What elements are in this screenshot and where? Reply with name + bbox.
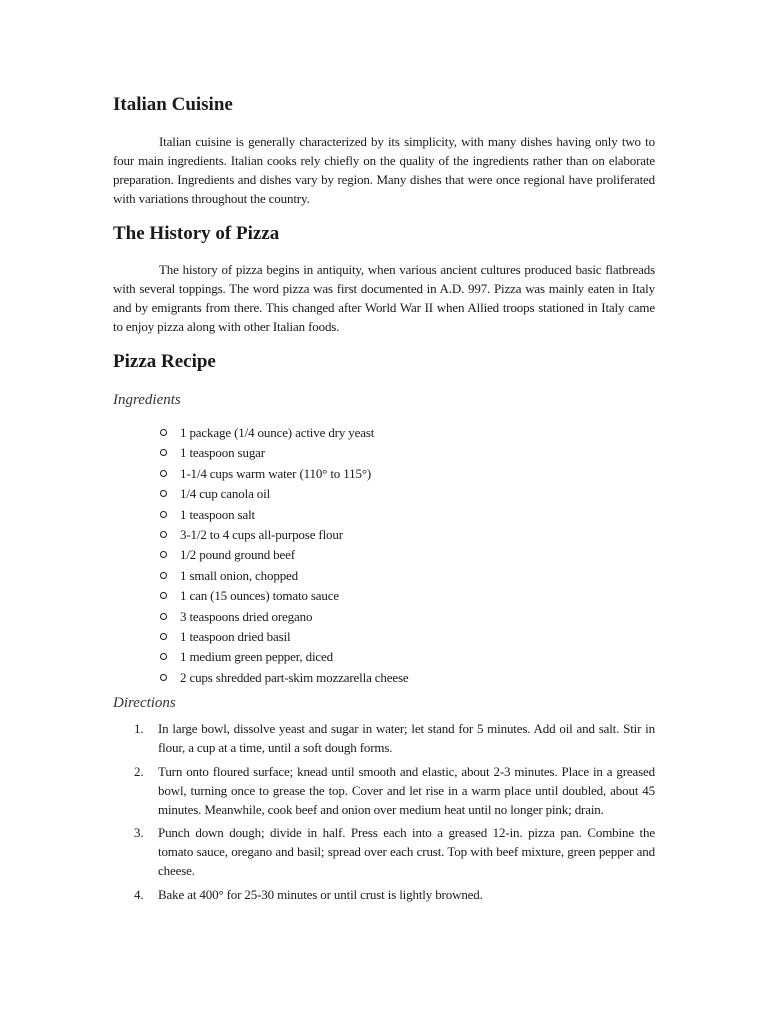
circle-bullet-icon [160, 653, 167, 660]
circle-bullet-icon [160, 551, 167, 558]
list-item: 1/4 cup canola oil [113, 484, 655, 504]
list-item: 4. Bake at 400° for 25-30 minutes or until crust is lightly browned. [134, 886, 483, 902]
list-item: 1 teaspoon sugar [113, 443, 655, 463]
list-item: 1 small onion, chopped [113, 566, 655, 586]
circle-bullet-icon [160, 429, 167, 436]
circle-bullet-icon [160, 511, 167, 518]
list-item: 1/2 pound ground beef [113, 545, 655, 565]
list-item: 1 medium green pepper, diced [113, 647, 655, 667]
list-item: 3. Punch down dough; divide in half. Press each into a greased 12-in. pizza pan. Combine the tomato sauce, oregano and basil; spread over each crust. Top with beef mixture, green pepper and cheese. [134, 825, 655, 878]
circle-bullet-icon [160, 449, 167, 456]
heading-italian-cuisine: Italian Cuisine [113, 94, 233, 115]
list-item: 1 teaspoon dried basil [113, 627, 655, 647]
list-item: 1 can (15 ounces) tomato sauce [113, 586, 655, 606]
heading-pizza-recipe: Pizza Recipe [113, 351, 216, 372]
list-item: 1-1/4 cups warm water (110° to 115°) [113, 464, 655, 484]
circle-bullet-icon [160, 531, 167, 538]
list-item: 1. In large bowl, dissolve yeast and sugar in water; let stand for 5 minutes. Add oil and salt. Stir in flour, a cup at a time, until a soft dough forms. [134, 721, 655, 755]
circle-bullet-icon [160, 613, 167, 620]
circle-bullet-icon [160, 572, 167, 579]
heading-history-of-pizza: The History of Pizza [113, 223, 280, 244]
circle-bullet-icon [160, 633, 167, 640]
circle-bullet-icon [160, 470, 167, 477]
heading-ingredients: Ingredients [113, 392, 181, 408]
list-item: 3-1/2 to 4 cups all-purpose flour [113, 525, 655, 545]
directions-list [113, 719, 655, 908]
list-item: 2 cups shredded part-skim mozzarella cheese [113, 668, 655, 688]
ingredients-list [113, 423, 655, 688]
list-item: 2. Turn onto floured surface; knead until smooth and elastic, about 2-3 minutes. Place in a greased bowl, turning once to grease the top. Cover and let rise in a warm place until doubled, about 45 minutes. Meanwhile, cook beef and onion over medium heat until no longer pink; drain. [134, 763, 655, 817]
circle-bullet-icon [160, 592, 167, 599]
heading-directions: Directions [113, 695, 176, 711]
paragraph-history-of-pizza: The history of pizza begins in antiquity, when various ancient cultures produced basic flatbreads with several toppings. The word pizza was first documented in A.D. 997. Pizza was mainly eaten in Italy and by emigrants from there. This changed after World War II when Allied troops stationed in Italy came to enjoy pizza along with other Italian foods. [113, 262, 655, 334]
circle-bullet-icon [160, 674, 167, 681]
list-item: 1 teaspoon salt [113, 505, 655, 525]
circle-bullet-icon [160, 490, 167, 497]
list-item: 1 package (1/4 ounce) active dry yeast [113, 423, 655, 443]
list-item: 3 teaspoons dried oregano [113, 607, 655, 627]
paragraph-italian-cuisine: Italian cuisine is generally characterized by its simplicity, with many dishes having only two to four main ingredients. Italian cooks rely chiefly on the quality of the ingredients rather than on elaborate preparation. Ingredients and dishes vary by region. Many dishes that were once regional have proliferated with variations throughout the country. [113, 134, 655, 206]
